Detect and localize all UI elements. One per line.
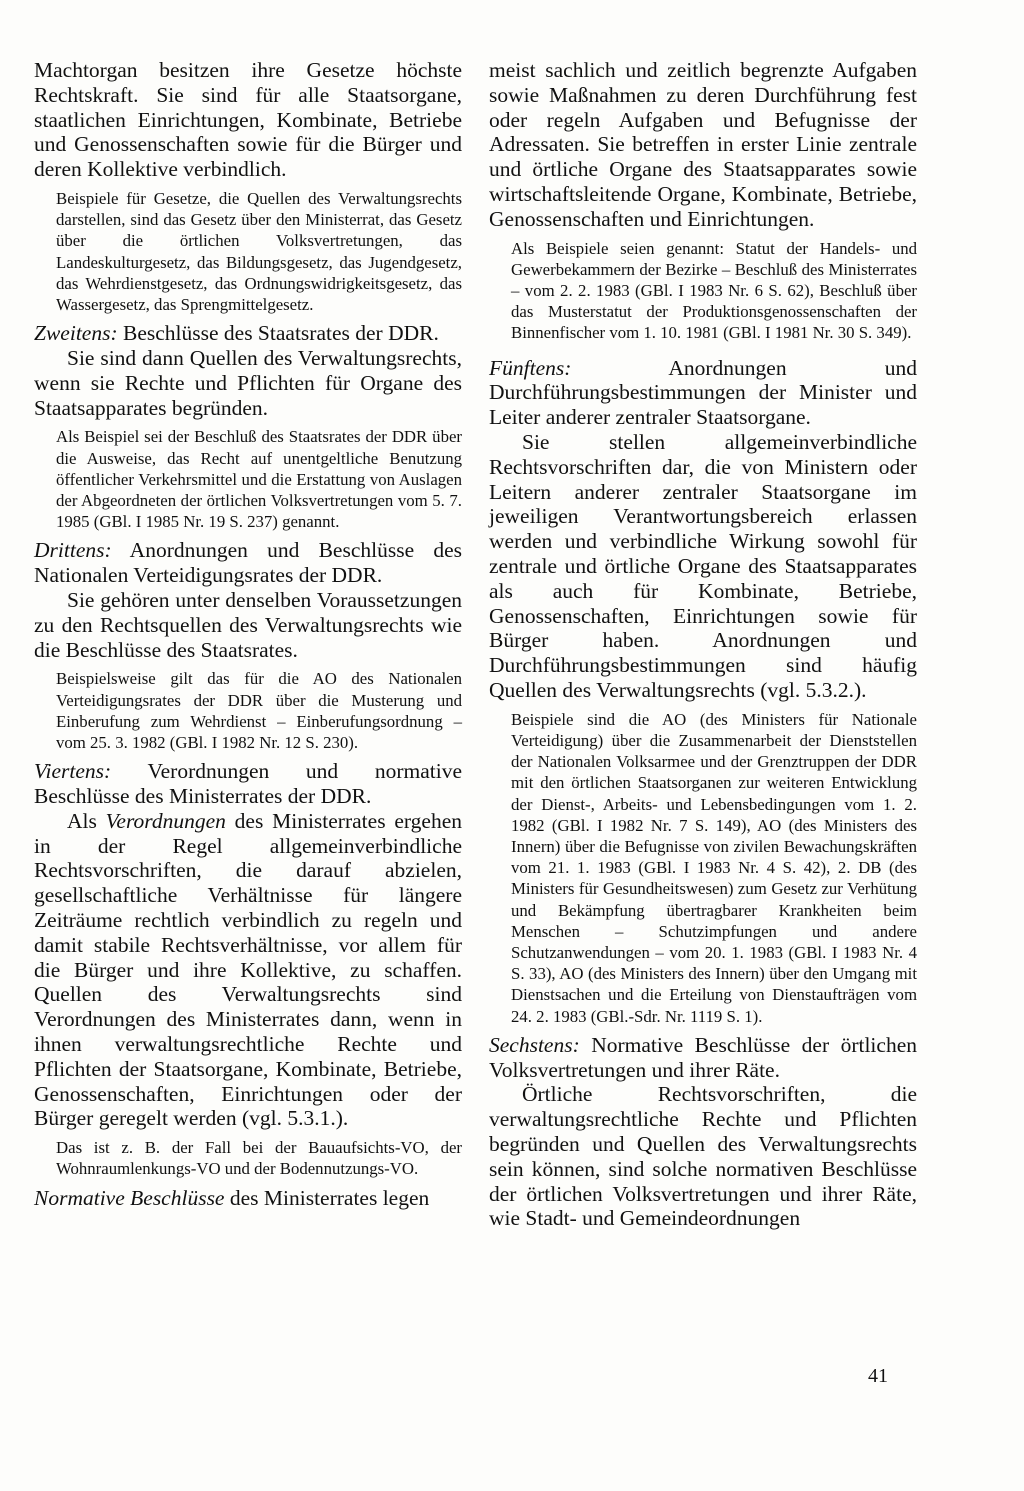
paragraph: Sie sind dann Quellen des Verwaltungsrechts, wenn sie Rechte und Pflichten für Organe des Staatsapparates begründen. <box>34 346 462 420</box>
paragraph: Machtorgan besitzen ihre Gesetze höchste Rechtskraft. Sie sind für alle Staatsorgane, staatlichen Einrichtungen, Kombinate, Betriebe und Genossenschaften sowie für die Bürger und deren Kollektive verbindlich. <box>34 58 462 182</box>
section-label: Sechstens: <box>489 1032 580 1057</box>
right-column <box>489 58 917 1231</box>
paragraph: Sie stellen allgemeinverbindliche Rechtsvorschriften dar, die von Ministern oder Leitern anderer zentraler Staatsorgane im jeweiligen Verantwortungsbereich erlassen werden und verbindliche Wirkung sowohl für zentrale und örtliche Organe des Staatsapparates als auch für Kombinate, Betriebe, Genossenschaften, Einrichtungen sowie für Bürger haben. Anordnungen und Durchführungsbestimmungen sind häufig Quellen des Verwaltungsrechts (vgl. 5.3.2.). <box>489 429 917 702</box>
paragraph: Örtliche Rechtsvorschriften, die verwaltungsrechtliche Rechte und Pflichten begründen und Quellen des Verwaltungsrechts sein können, sind solche normativen Beschlüsse der örtlichen Volksvertretungen und ihrer Räte, wie Stadt- und Gemeindeordnungen <box>489 1082 917 1231</box>
example-note: Beispielsweise gilt das für die AO des Nationalen Verteidigungsrates der DDR über die Musterung und Einberufung zum Wehrdienst – Einberufungsordnung – vom 25. 3. 1982 (GBl. I 1982 Nr. 12 S. 230). <box>56 669 462 752</box>
paragraph: meist sachlich und zeitlich begrenzte Aufgaben sowie Maßnahmen zu deren Durchführung fest oder regeln Aufgaben und Befugnisse der Adressaten. Sie betreffen in erster Linie zentrale und örtliche Organe des Staatsapparates sowie wirtschaftsleitende Organe, Kombinate, Betriebe, Genossenschaften und Einrichtungen. <box>489 58 917 231</box>
example-note: Als Beispiel sei der Beschluß des Staatsrates der DDR über die Ausweise, das Recht auf unentgeltliche Benutzung öffentlicher Verkehrsmittel und die Erstattung von Auslagen der Abgeordneten der örtlichen Volksvertretungen vom 5. 7. 1985 (GBl. I 1985 Nr. 19 S. 237) genannt. <box>56 427 462 532</box>
section-heading: Viertens: Verordnungen und normative Beschlüsse des Ministerrates der DDR. <box>34 759 462 808</box>
paragraph: Als Verordnungen des Ministerrates ergehen in der Regel allgemeinverbindliche Rechtsvorschriften, die darauf abzielen, gesellschaftliche Verhältnisse für längere Zeiträume rechtlich verbindlich zu regeln und damit stabile Rechtsverhältnisse, vor allem für die Bürger und ihre Kollektive, zu schaffen. Quellen des Verwaltungsrechts sind Verordnungen des Ministerrates dann, wenn in ihnen verwaltungsrechtliche Rechte und Pflichten der Staatsorgane, Kombinate, Betriebe, Genossenschaften, Einrichtungen oder der Bürger geregelt werden (vgl. 5.3.1.). <box>34 808 462 1131</box>
example-note: Beispiele sind die AO (des Ministers für Nationale Verteidigung) über die Zusammenarbeit der Dienststellen der Nationalen Volksarmee und der Grenztruppen der DDR mit den örtlichen Staatsorganen zur weiteren Entwicklung der Dienst-, Arbeits- und Lebensbedingungen vom 1. 2. 1982 (GBl. I 1982 Nr. 7 S. 149), AO (des Ministers des Innern) über die Befugnisse von zivilen Bewachungskräften vom 21. 1. 1983 (GBl. I 1983 Nr. 4 S. 42), 2. DB (des Ministers für Gesundheitswesen) zum Gesetz zur Verhütung und Bekämpfung übertragbarer Krankheiten beim Menschen – Schutzimpfungen und andere Schutzanwendungen – vom 20. 1. 1983 (GBl. I 1983 Nr. 4 S. 33), AO (des Ministers des Innern) über den Umgang mit Dienstsachen und die Erteilung von Dienstaufträgen vom 24. 2. 1983 (GBl.-Sdr. Nr. 1119 S. 1). <box>511 709 917 1026</box>
paragraph: Sie gehören unter denselben Voraussetzungen zu den Rechtsquellen des Verwaltungsrechts wie die Beschlüsse des Staatsrates. <box>34 588 462 662</box>
section-label: Fünftens: <box>489 355 572 380</box>
example-note: Als Beispiele seien genannt: Statut der Handels- und Gewerbekammern der Bezirke – Beschluß des Ministerrates – vom 2. 2. 1983 (GBl. I 1983 Nr. 6 S. 62), Beschluß über das Musterstatut der Produktionsgenossenschaften der Binnenfischer vom 1. 10. 1981 (GBl. I 1981 Nr. 30 S. 349). <box>511 238 917 343</box>
example-note: Beispiele für Gesetze, die Quellen des Verwaltungsrechts darstellen, sind das Gesetz über den Ministerrat, das Gesetz über die örtlichen Volksvertretungen, das Landeskulturgesetz, das Bildungsgesetz, das Jugendgesetz, das Wehrdienstgesetz, das Ordnungswidrigkeitsgesetz, das Wassergesetz, das Sprengmittelgesetz. <box>56 188 462 314</box>
section-heading: Fünftens: Anordnungen und Durchführungsbestimmungen der Minister und Leiter anderer zentraler Staatsorgane. <box>489 355 917 430</box>
section-heading: Drittens: Anordnungen und Beschlüsse des Nationalen Verteidigungsrates der DDR. <box>34 538 462 588</box>
paragraph: Normative Beschlüsse des Ministerrates legen <box>34 1185 430 1210</box>
section-heading: Zweitens: Beschlüsse des Staatsrates der DDR. <box>34 321 439 346</box>
left-column <box>34 58 462 1210</box>
section-label: Drittens: <box>34 538 112 563</box>
section-label: Zweitens: <box>34 321 118 346</box>
example-note: Das ist z. B. der Fall bei der Bauaufsichts-VO, der Wohnraumlenkungs-VO und der Bodennutzungs-VO. <box>56 1138 462 1179</box>
page-number: 41 <box>868 1365 888 1387</box>
section-heading: Sechstens: Normative Beschlüsse der örtlichen Volksvertretungen und ihrer Räte. <box>489 1032 917 1082</box>
section-label: Viertens: <box>34 759 112 784</box>
